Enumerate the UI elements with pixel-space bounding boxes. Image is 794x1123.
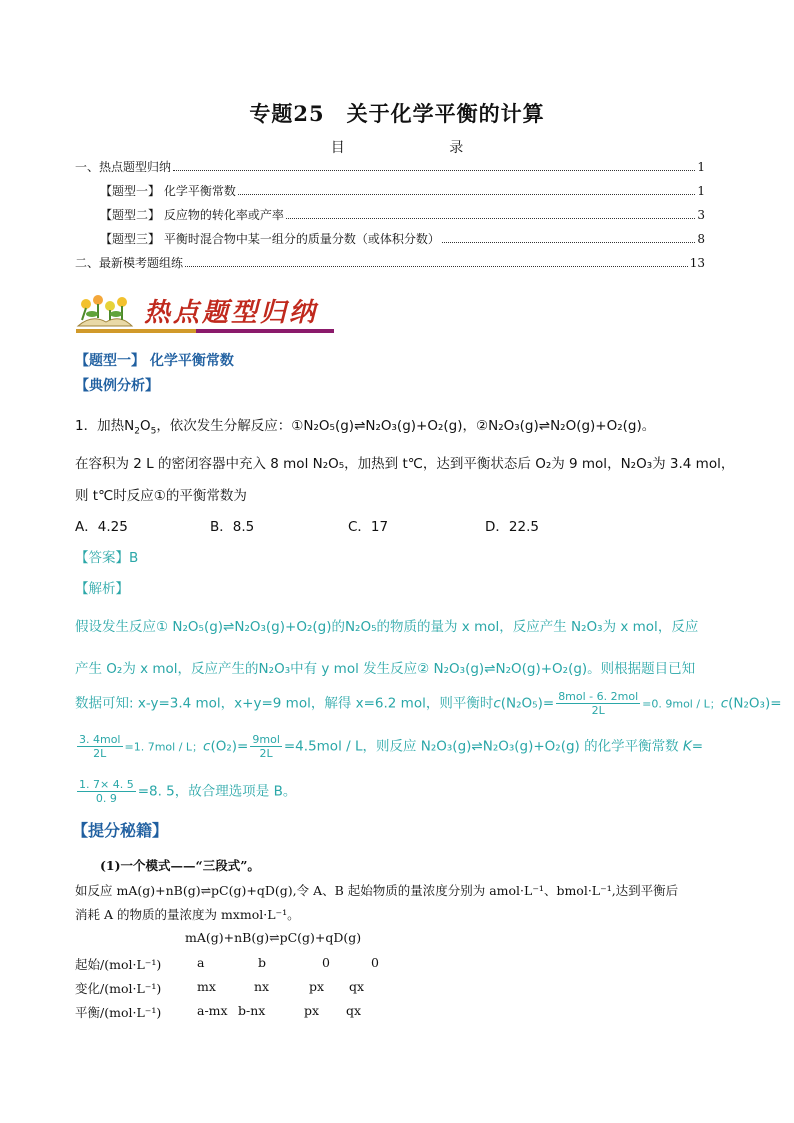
stage-cell: qx	[349, 979, 365, 994]
stage-cell: qx	[346, 1003, 362, 1018]
equation-2: N₂O₃(g)⇌N₂O(g)+O₂(g)	[488, 418, 642, 434]
stage-cell: b-nx	[238, 1003, 266, 1018]
stage-cell: mx	[197, 979, 216, 994]
tip-line-1: 如反应 mA(g)+nB(g)⇌pC(g)+qD(g),令 A、B 起始物质的量浓度分别为 amol·L⁻¹、bmol·L⁻¹,达到平衡后	[75, 883, 679, 898]
option-a[interactable]: A．4.25	[75, 519, 128, 535]
fraction: $\frac{\text{9mol}}{2L}$	[252, 733, 280, 760]
section-banner	[72, 290, 334, 334]
toc-row[interactable]	[100, 206, 705, 223]
analysis-line-4: $\frac{\text{3. 4mol}}{2L}$ =1. 7mol / L；c(O₂)= $\frac{\text{9mol}}{2L}$ =4.5mol / L，则反应 N₂O₃(g)⇌N₂O₃(g)+O₂(g) 的化学平衡常数 K=	[79, 733, 704, 760]
stage-cell: nx	[254, 979, 270, 994]
analysis-line-2: 产生 O₂为 x mol，反应产生的N₂O₃中有 y mol 发生反应② N₂O₃(g)⇌N₂O(g)+O₂(g)。则根据题目已知	[75, 661, 696, 677]
stage-cell: b	[258, 955, 267, 970]
toc-label: 【题型二】 反应物的转化率或产率	[100, 208, 284, 222]
banner-title: 热点题型归纳	[144, 298, 319, 328]
tip-line-2: 消耗 A 的物质的量浓度为 mxmol·L⁻¹。	[75, 907, 300, 922]
fraction: $\frac{1. 7\times 4. 5}{0. 9}$	[79, 778, 134, 805]
stage-cell: a	[197, 955, 205, 970]
stage-cell: 0	[371, 955, 379, 970]
toc-label: 二、最新模考题组练	[75, 256, 184, 270]
toc-page: 3	[697, 208, 705, 222]
stage-row-label: 起始/(mol·L⁻¹)	[75, 957, 162, 972]
toc-page: 8	[697, 232, 705, 246]
example-heading: 【典例分析】	[75, 378, 159, 394]
tip-equation: mA(g)+nB(g)⇌pC(g)+qD(g)	[185, 930, 362, 945]
toc-heading	[0, 137, 794, 157]
stage-cell: px	[309, 979, 325, 994]
question-line-1: 1．加热$N_2O_5$，依次发生分解反应：①N₂O₅(g)⇌N₂O₃(g)+O₂(g)，②N₂O₃(g)⇌N₂O(g)+O₂(g)。	[75, 418, 656, 437]
option-d[interactable]: D．22.5	[485, 519, 539, 535]
stage-row-label: 平衡/(mol·L⁻¹)	[75, 1005, 162, 1020]
toc-heading-right: 录	[449, 140, 464, 156]
analysis-line-5: $\frac{1. 7\times 4. 5}{0. 9}$ =8. 5，故合理选项是 B。	[79, 778, 297, 805]
toc-row[interactable]	[75, 254, 705, 271]
toc-page: 1	[697, 184, 705, 198]
toc-page: 13	[689, 256, 705, 270]
question-line-2: 在容积为 2 L 的密闭容器中充入 8 mol N₂O₅，加热到 t℃，达到平衡状态后 O₂为 9 mol，N₂O₃为 3.4 mol，	[75, 456, 735, 472]
option-b[interactable]: B．8.5	[210, 519, 255, 535]
option-c[interactable]: C．17	[348, 519, 389, 535]
tip-title: (1)一个模式——“三段式”。	[100, 858, 260, 873]
fraction: $\frac{\text{3. 4mol}}{2L}$	[79, 733, 121, 760]
question-line-3: 则 t℃时反应①的平衡常数为	[75, 488, 247, 504]
toc-heading-left: 目	[330, 140, 345, 156]
stage-cell: 0	[322, 955, 330, 970]
toc-label: 一、热点题型归纳	[75, 160, 172, 174]
toc-row[interactable]	[100, 230, 705, 247]
toc-page: 1	[697, 160, 705, 174]
stage-cell: px	[304, 1003, 320, 1018]
analysis-heading: 【解析】	[75, 581, 129, 597]
type-heading: 【题型一】 化学平衡常数	[75, 353, 234, 369]
equation-1: N₂O₅(g)⇌N₂O₃(g)+O₂(g)	[303, 418, 463, 434]
page-title: 专题25 关于化学平衡的计算	[249, 101, 545, 126]
stage-row-label: 变化/(mol·L⁻¹)	[75, 981, 162, 996]
answer: 【答案】B	[75, 550, 139, 566]
toc-row[interactable]	[75, 158, 705, 175]
analysis-line-1: 假设发生反应① N₂O₅(g)⇌N₂O₃(g)+O₂(g)的N₂O₅的物质的量为 x mol，反应产生 N₂O₃为 x mol，反应	[75, 619, 699, 635]
fraction: $\frac{\text{8mol - 6. 2mol}}{2L}$	[558, 690, 639, 717]
stage-cell: a-mx	[197, 1003, 228, 1018]
analysis-line-3: 数据可知: x-y=3.4 mol，x+y=9 mol，解得 x=6.2 mol，则平衡时c(N₂O₅)= $\frac{\text{8mol - 6. 2mol}}{2L}$ =0. 9mol / L；c(N₂O₃)=	[75, 690, 782, 717]
tips-heading: 【提分秘籍】	[72, 821, 169, 840]
toc-label: 【题型一】 化学平衡常数	[100, 184, 236, 198]
toc-row[interactable]	[100, 182, 705, 199]
toc-label: 【题型三】 平衡时混合物中某一组分的质量分数（或体积分数）	[100, 232, 440, 246]
